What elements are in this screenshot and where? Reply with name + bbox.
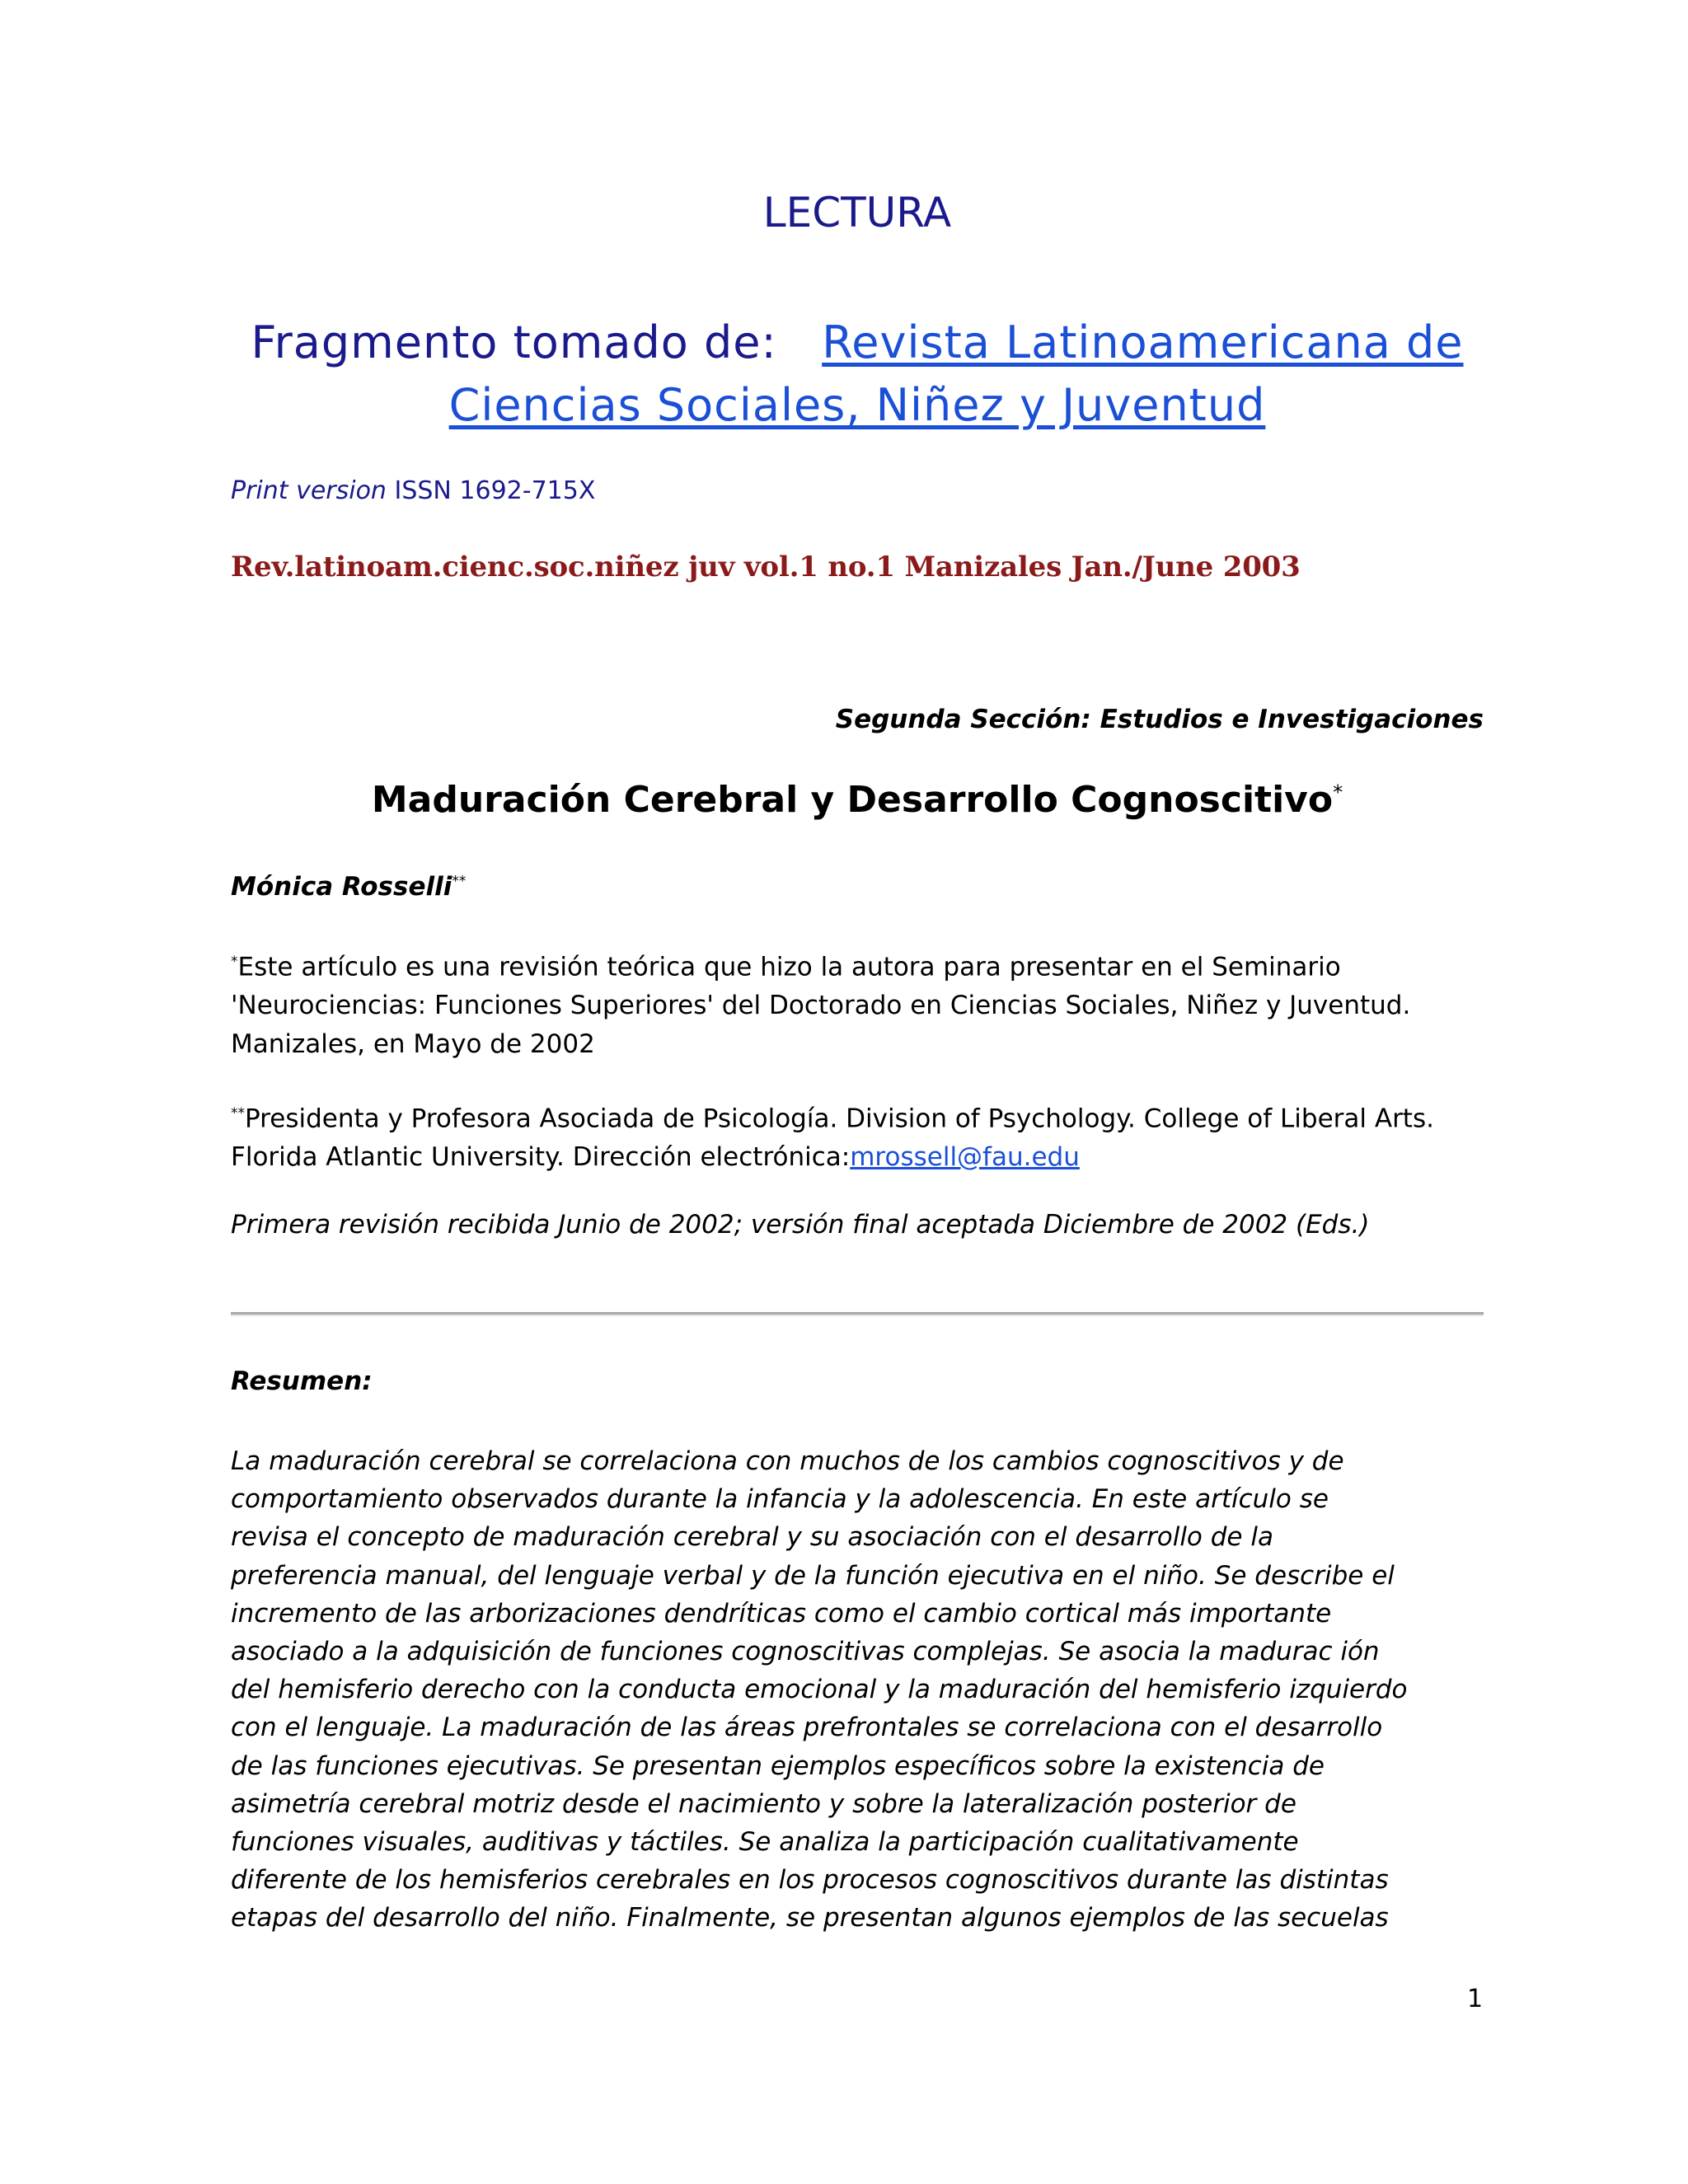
abstract-line: asociado a la adquisición de funciones cognoscitivas complejas. Se asocia la madurac ión xyxy=(231,1637,1380,1667)
article-title-text: Maduración Cerebral y Desarrollo Cognoscitivo xyxy=(371,779,1334,821)
abstract-line: del hemisferio derecho con la conducta emocional y la maduración del hemisferio izquierdo xyxy=(231,1675,1408,1705)
footnote-1 xyxy=(231,943,1500,1064)
footnote-1-text: Este artículo es una revisión teórica que hizo la autora para presentar en el Seminario 'Neurociencias: Funciones Superiores' del Doctorado en Ciencias Sociales, Niñez y Juventud. Manizales, en Mayo de 2002 xyxy=(231,952,1411,1060)
horizontal-rule xyxy=(231,1312,1484,1316)
footnote-2-mark: ** xyxy=(231,1105,246,1122)
abstract-line: incremento de las arborizaciones dendríticas como el cambio cortical más importante xyxy=(231,1598,1332,1629)
print-version-label: Print version xyxy=(231,476,387,505)
issn: ISSN 1692-715X xyxy=(394,476,596,505)
abstract-line: comportamiento observados durante la infancia y la adolescencia. En este artículo se xyxy=(231,1484,1329,1515)
footnote-2 xyxy=(231,1094,1500,1177)
print-version xyxy=(231,476,595,505)
abstract-line: de las funciones ejecutivas. Se presentan ejemplos específicos sobre la existencia de xyxy=(231,1750,1325,1781)
journal-link-line1[interactable]: Revista Latinoamericana de xyxy=(822,316,1464,368)
author-name: Mónica Rosselli xyxy=(231,872,452,902)
abstract-line: La maduración cerebral se correlaciona con muchos de los cambios cognoscitivos y de xyxy=(231,1446,1344,1476)
author xyxy=(231,872,466,902)
revision-dates: Primera revisión recibida Junio de 2002; versión final aceptada Diciembre de 2002 (Eds.) xyxy=(231,1210,1370,1240)
abstract-line: etapas del desarrollo del niño. Finalmente, se presentan algunos ejemplos de las secuelas xyxy=(231,1903,1389,1933)
abstract-body xyxy=(231,1442,1500,1938)
article-title xyxy=(0,779,1688,821)
title-footnote-mark: * xyxy=(1333,780,1343,804)
fragment-prefix: Fragmento tomado de: xyxy=(251,316,777,368)
citation: Rev.latinoam.cienc.soc.niñez juv vol.1 no.1 Manizales Jan./June 2003 xyxy=(231,551,1301,583)
abstract-line: con el lenguaje. La maduración de las áreas prefrontales se correlaciona con el desarrollo xyxy=(231,1713,1383,1743)
abstract-line: revisa el concepto de maduración cerebral y su asociación con el desarrollo de la xyxy=(231,1522,1273,1553)
abstract-line: preferencia manual, del lenguaje verbal y de la función ejecutiva en el niño. Se describe el xyxy=(231,1560,1395,1591)
lectura-heading: LECTURA xyxy=(762,189,952,237)
page-number: 1 xyxy=(1467,1985,1484,2013)
resumen-heading: Resumen: xyxy=(231,1366,373,1396)
abstract-line: funciones visuales, auditivas y táctiles. Se analiza la participación cualitativamente xyxy=(231,1827,1299,1858)
fragment-source xyxy=(231,312,1484,437)
abstract-line: asimetría cerebral motriz desde el nacimiento y sobre la lateralización posterior de xyxy=(231,1788,1296,1819)
journal-link-line2[interactable]: Ciencias Sociales, Niñez y Juventud xyxy=(448,379,1266,431)
section-label: Segunda Sección: Estudios e Investigaciones xyxy=(835,705,1484,734)
footnote-1-mark: * xyxy=(231,954,238,970)
author-footnote-mark: ** xyxy=(452,873,467,890)
author-email-link[interactable]: mrossell@fau.edu xyxy=(850,1142,1080,1173)
abstract-line: diferente de los hemisferios cerebrales en los procesos cognoscitivos durante las distintas xyxy=(231,1865,1389,1896)
footnote-2-text: Presidenta y Profesora Asociada de Psicología. Division of Psychology. College of Liberal Arts. Florida Atlantic University. Dirección electrónica: xyxy=(231,1104,1434,1173)
